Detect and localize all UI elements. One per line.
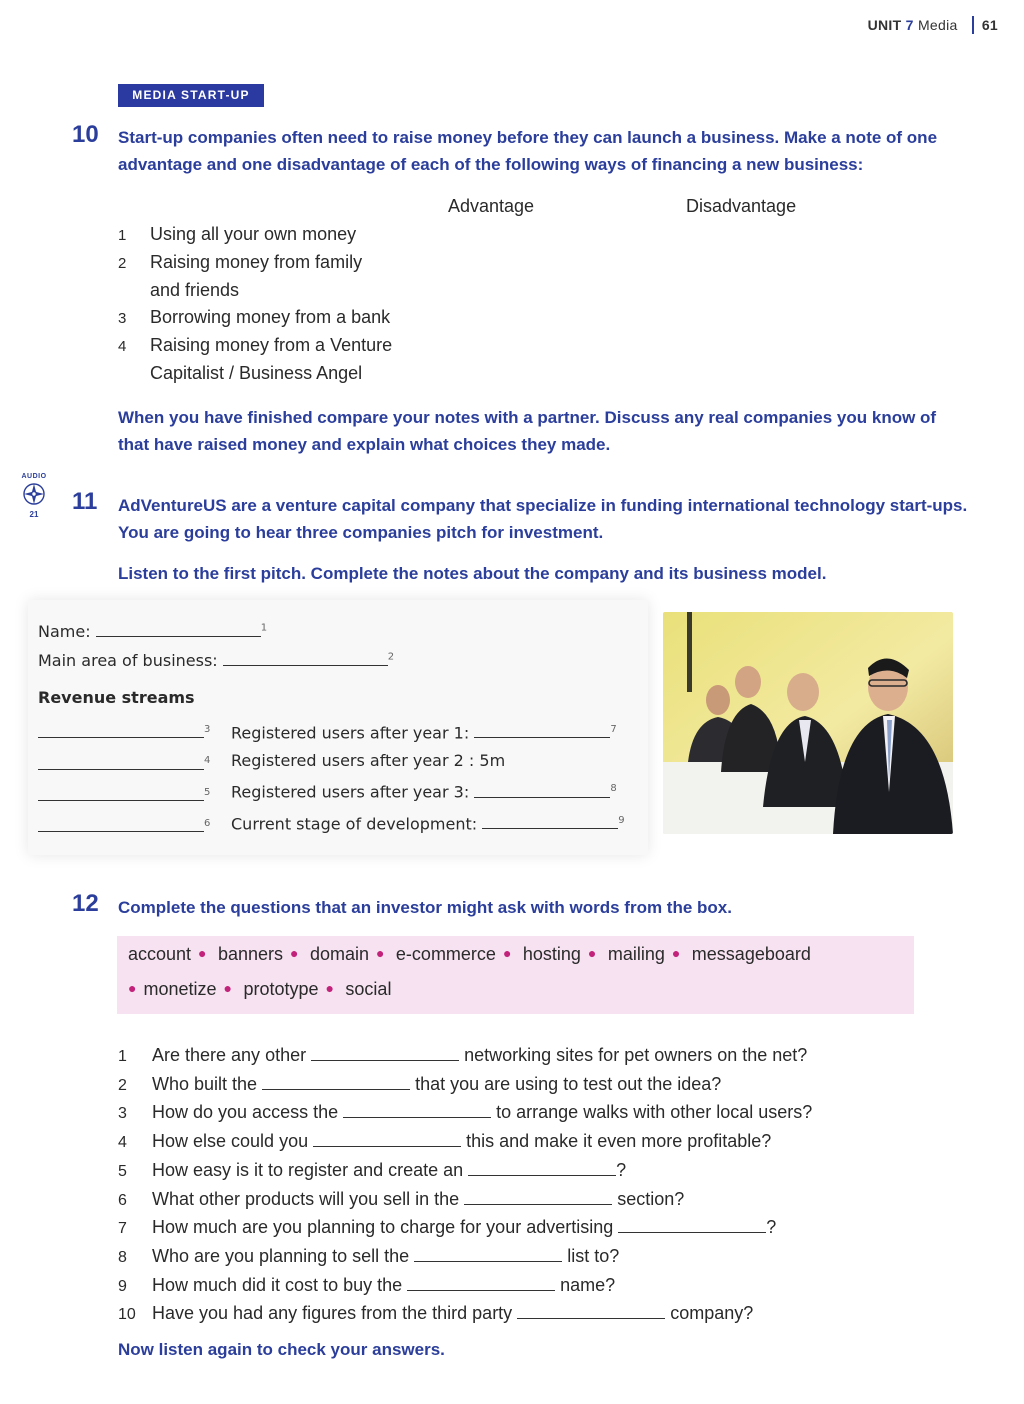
audio-track: 21: [29, 510, 39, 519]
word-box-line-1: account ● banners ● domain ● e-commerce ● hosting ● mailing ● messageboard: [128, 944, 811, 964]
stat-row: Registered users after year 3: $^8$: [231, 782, 617, 802]
user-stats: [231, 716, 625, 838]
answer-blank[interactable]: [468, 1160, 616, 1176]
answer-blank[interactable]: [262, 1074, 410, 1090]
answer-blank[interactable]: [517, 1303, 665, 1319]
answer-blank[interactable]: [311, 1045, 459, 1061]
question-item: 10 Have you had any figures from the third party company?: [118, 1303, 754, 1324]
list-item-continued: and friends: [150, 280, 240, 300]
question-item: 2 Who built the that you are using to test out the idea?: [118, 1073, 722, 1094]
word: hosting: [522, 944, 581, 964]
word: messageboard: [691, 944, 811, 964]
business-meeting-photo: [663, 612, 953, 834]
revenue-blank[interactable]: [38, 721, 204, 738]
page-number: 61: [981, 17, 998, 33]
question-item: 7 How much are you planning to charge for your advertising ?: [118, 1217, 777, 1238]
name-label: Name:: [38, 622, 91, 641]
revenue-row: 4: [38, 747, 210, 778]
answer-blank[interactable]: [618, 1217, 766, 1233]
notes-area-row: [38, 649, 394, 670]
revenue-streams-title: Revenue streams: [38, 688, 195, 707]
list-item: 4 Raising money from a Venture: [118, 335, 393, 355]
financing-list: [118, 221, 418, 387]
question-item: 9 How much did it cost to buy the name?: [118, 1274, 616, 1295]
word: account: [128, 944, 192, 964]
audio-marker[interactable]: [21, 473, 47, 519]
word: prototype: [243, 979, 319, 999]
name-blank[interactable]: [96, 620, 261, 637]
question-item: 1 Are there any other networking sites for pet owners on the net?: [118, 1045, 808, 1065]
exercise-11-instruction: AdVentureUS are a venture capital company that specialize in funding international technology start-ups. You are going to hear three companies pitch for investment.: [118, 496, 968, 542]
exercise-11-task: Listen to the first pitch. Complete the notes about the company and its business model.: [118, 564, 827, 583]
revenue-blank[interactable]: [38, 815, 204, 832]
exercise-10-followup: When you have finished compare your notes with a partner. Discuss any real companies you know of that have raised money and explain what choices they made.: [118, 408, 937, 454]
exercise-10-number: 10: [72, 121, 99, 148]
column-disadvantage: Disadvantage: [686, 196, 797, 216]
list-item-continued: Capitalist / Business Angel: [150, 363, 363, 383]
section-badge: MEDIA START-UP: [118, 84, 264, 107]
stat-row: Registered users after year 2 : 5m: [231, 751, 506, 771]
revenue-row: 3: [38, 716, 210, 747]
stat-blank[interactable]: [474, 781, 610, 798]
list-item: 2 Raising money from family: [118, 252, 363, 272]
question-item: 4 How else could you this and make it even more profitable?: [118, 1131, 772, 1152]
answer-blank[interactable]: [407, 1275, 555, 1291]
word: domain: [309, 944, 369, 964]
unit-number: 7: [905, 17, 914, 33]
revenue-blank[interactable]: [38, 753, 204, 770]
word: monetize: [143, 979, 217, 999]
word: social: [345, 979, 392, 999]
cd-icon: [23, 483, 45, 505]
header-divider: [972, 16, 974, 34]
answer-blank[interactable]: [313, 1131, 461, 1147]
question-item: 8 Who are you planning to sell the list to?: [118, 1245, 620, 1266]
audio-label: AUDIO: [21, 473, 47, 480]
stat-row: Registered users after year 1: $^7$: [231, 723, 617, 743]
answer-blank[interactable]: [464, 1189, 612, 1205]
exercise-11-number: 11: [72, 488, 98, 515]
revenue-row: 5: [38, 779, 210, 810]
question-item: 3 How do you access the to arrange walks with other local users?: [118, 1102, 813, 1123]
revenue-row: 6: [38, 810, 210, 841]
word: banners: [217, 944, 284, 964]
list-item: 1 Using all your own money: [118, 224, 357, 244]
page-header: [868, 16, 998, 34]
exercise-12-closing: Now listen again to check your answers.: [118, 1340, 445, 1359]
revenue-blank[interactable]: [38, 784, 204, 801]
revenue-blanks: [38, 716, 210, 841]
word-box-line-2: ● monetize ● prototype ● social: [128, 979, 392, 999]
stat-row: Current stage of development: $^9$: [231, 813, 625, 833]
stat-blank[interactable]: [482, 812, 618, 829]
area-blank[interactable]: [223, 649, 388, 666]
question-list: [118, 1042, 938, 1329]
question-item: 5 How easy is it to register and create an ?: [118, 1159, 627, 1180]
blank-number: 2: [387, 651, 395, 663]
answer-blank[interactable]: [414, 1246, 562, 1262]
blank-number: 1: [260, 622, 268, 634]
exercise-10-instruction: Start-up companies often need to raise money before they can launch a business. Make a note of one advantage and one disadvantage of each of the following ways of financing a new business:: [118, 128, 938, 174]
exercise-12-number: 12: [72, 890, 99, 917]
list-item: 3 Borrowing money from a bank: [118, 307, 391, 327]
section-name: Media: [917, 17, 958, 33]
notes-name-row: [38, 620, 267, 641]
stat-blank[interactable]: [474, 721, 610, 738]
question-item: 6 What other products will you sell in the section?: [118, 1188, 685, 1209]
column-advantage: Advantage: [448, 196, 535, 216]
exercise-12-instruction: Complete the questions that an investor might ask with words from the box.: [118, 898, 732, 917]
area-label: Main area of business:: [38, 651, 218, 670]
word: e-commerce: [395, 944, 496, 964]
answer-blank[interactable]: [343, 1102, 491, 1118]
word: mailing: [607, 944, 665, 964]
unit-label: UNIT: [867, 17, 902, 33]
word-box: [117, 936, 914, 1014]
